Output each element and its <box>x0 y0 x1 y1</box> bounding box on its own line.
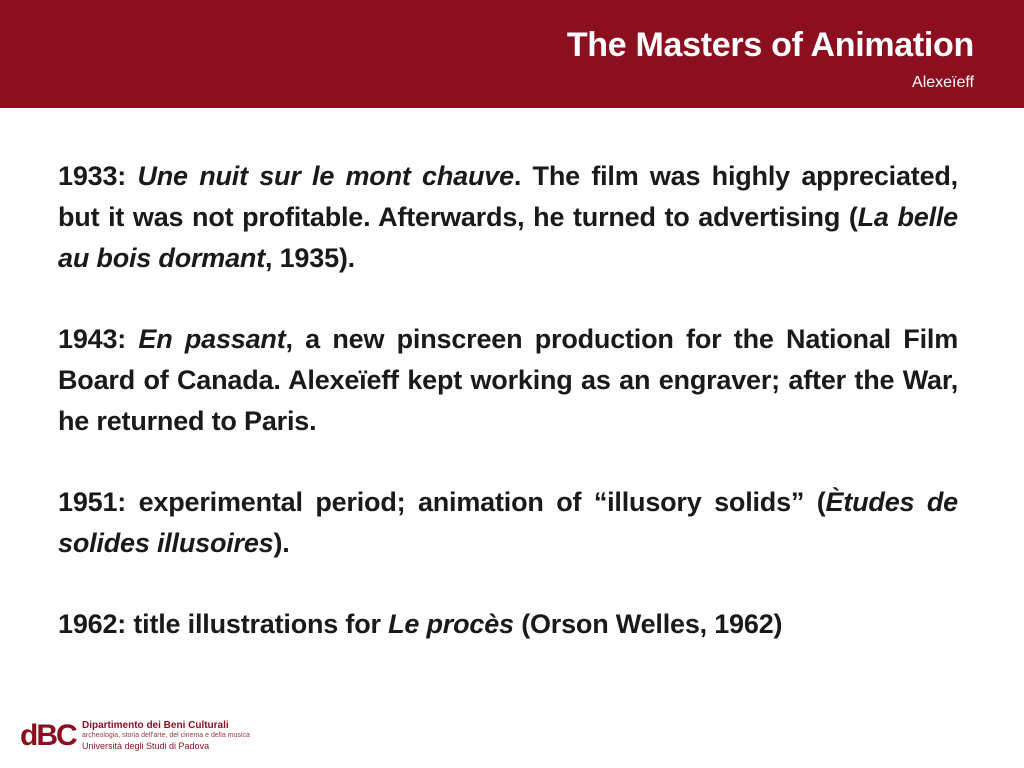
slide-title: The Masters of Animation <box>566 26 974 64</box>
department-subtitle: archeologia, storia dell'arte, del cinema e della musica <box>82 732 250 739</box>
paragraph-1933 <box>58 156 958 279</box>
slide-subtitle: Alexeïeff <box>912 74 974 91</box>
year-label: 1951: <box>58 487 127 517</box>
header-bar <box>0 0 1024 108</box>
department-logo <box>20 718 260 758</box>
paragraph-text: title illustrations for <box>133 609 381 639</box>
year-label: 1943: <box>58 324 127 354</box>
university-name: Università degli Studi di Padova <box>82 741 210 751</box>
paragraph-text: ). <box>273 528 290 558</box>
film-title: La belle au bois dormant <box>58 202 958 273</box>
paragraph-1962 <box>58 604 958 645</box>
dbc-logo-mark: dBC <box>20 719 76 752</box>
logo-text-block <box>82 720 250 752</box>
year-label: 1962: <box>58 609 127 639</box>
film-title: Le procès <box>388 609 514 639</box>
year-label: 1933: <box>58 161 127 191</box>
paragraph-text: . The film was highly appreciated, but it was not profitable. Afterwards, he turned to advertising ( <box>58 161 958 232</box>
film-title: Une nuit sur le mont chauve <box>137 161 514 191</box>
paragraph-text: , a new pinscreen production for the National Film Board of Canada. Alexeïeff kept working as an engraver; after the War, he returned to Paris. <box>58 324 958 436</box>
slide-content <box>58 156 958 685</box>
paragraph-1943 <box>58 319 958 442</box>
paragraph-text: , 1935). <box>265 243 355 273</box>
paragraph-text: experimental period; animation of “illusory solids” ( <box>138 487 826 517</box>
film-title: En passant <box>138 324 286 354</box>
paragraph-1951 <box>58 482 958 564</box>
film-title: Ètudes de solides illusoires <box>58 487 958 558</box>
paragraph-text: (Orson Welles, 1962) <box>521 609 783 639</box>
department-name: Dipartimento dei Beni Culturali <box>82 720 229 731</box>
